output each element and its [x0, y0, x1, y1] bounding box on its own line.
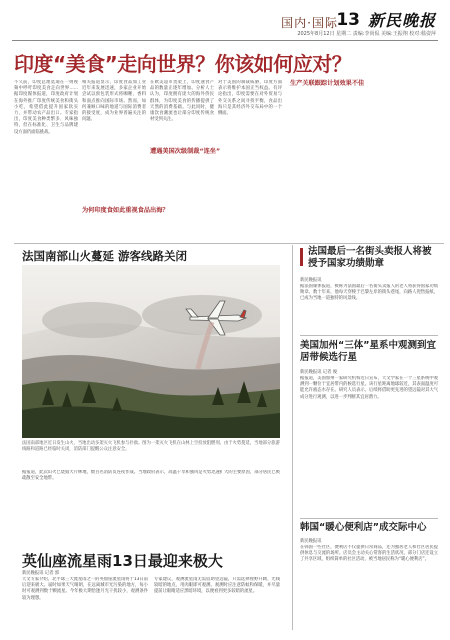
page-header	[0, 0, 450, 42]
lead-subhead-1: 为何印度食如此重视食品出海？	[82, 207, 169, 214]
sidebar-divider-2	[300, 518, 438, 519]
lead-column-2: 相关报道显示，印度食品加工业近年来发展迅速，多家企业开始尝试以预包装形式将咖喱、香料和面点推向国际市场。然而，如何兼顾口味的地道与国际消费者的接受度，成为业界普遍关注的问题。	[82, 80, 146, 123]
sidebar-title-1: 法国最后一名街头卖报人将被授予国家功绩勋章	[308, 246, 432, 269]
page-number: 13	[336, 10, 360, 30]
title-accent-bar	[300, 248, 303, 266]
photo-story-headline: 法国南部山火蔓延 游客线路关闭	[22, 249, 188, 263]
sidebar-body-1: 据法国媒体报道，被称为法国最后一名街头卖报人的老人将获得国家功绩勋章。数十年来，他每天穿梭于巴黎左岸的街头巷尾，向路人兜售报纸，已成为当地一道独特的风景线。	[300, 284, 438, 302]
sidebar-byline-1: 新民晚报讯	[300, 278, 322, 283]
bottom-story-headline: 英仙座流星雨13日最迎来极大	[22, 552, 223, 570]
sidebar-body-3: 在韩国一些社区，便利店不仅提供日常商品，还为独居老人和社区居民提供休息与交流的场所。店员会主动关心常客的生活状况，部分门店还设立了共享区域，组织简单的社区活动，被当地居民称为“暖心便利店”。	[300, 545, 438, 563]
photo-caption: 法国南部地区近日发生山火，当地出动多架灭火飞机参与扑救。图为一架灭火飞机在山林上空投放阻燃剂。由于火势蔓延，当地部分旅游线路和道路已经临时关闭，消防部门提醒公众注意安全。	[22, 441, 280, 452]
sidebar-divider-1	[300, 335, 438, 336]
issue-meta: 2025年8月12日 星期二 责编:李尚侃 美编:王振翔 校对:嵇姿萍	[297, 31, 436, 37]
lead-column-3: 在欧美超市货架上，印度速食产品的数量正逐年增加。分析人士认为，印度拥有庞大的海外侨民群体，为印度美食的传播提供了天然的消费基础。与此同时，健康饮食潮流也让部分印度传统食材受到关注。	[150, 80, 214, 123]
bottom-story-column-1: 天文专家介绍，北半球三大流星雨之一的英仙座流星雨将于13日前后迎来极大。届时如果天气晴朗，在远离城市光污染的地方，每小时可观测到数十颗流星。今年极大期恰逢月光干扰较小，观测条件较为理想。	[22, 577, 148, 601]
sidebar-body-2: 据报道，美国加州一家研究机构近日宣布，天文学家在一个三星系统中观测到一颗位于宜居带内的候选行星。该行星距离地球较近，其表面温度可能允许液态水存在。研究人员表示，后续将借助更先进的望远镜对其大气成分进行观测，以进一步判断其宜居潜力。	[300, 376, 438, 400]
lead-subhead-3: 生产关联跟踪计划效果不佳	[290, 80, 365, 87]
sidebar-byline-2: 新民晚报讯 记者 俊	[300, 370, 338, 375]
sidebar-title-2: 美国加州“三体”星系中观测到宜居带候选行星	[300, 340, 436, 363]
wildfire-photo	[22, 265, 280, 438]
sidebar-byline-3: 新民晚报讯	[300, 539, 322, 544]
lead-subhead-2: 遭遇美国次级制裁“连坐”	[150, 148, 221, 155]
wildfire-illustration	[22, 265, 280, 438]
section-divider	[14, 243, 444, 244]
lead-column-4: 对于美国的制裁威胁，印度方面表示将维护本国正当权益。有评论指出，印度需要在对外贸易与外交关系之间寻找平衡，食品出海只是其经济外交布局中的一个侧面。	[218, 80, 282, 117]
newspaper-logo: 新民晚报	[367, 11, 436, 30]
header-divider	[12, 40, 438, 41]
photo-story-body: 据报道，此次山火已烧毁大片林地，数百名消防员连夜作战。当地政府表示，高温干旱和强风是火势迅速扩大的主要原因，部分居民已被疏散至安全地带。	[22, 470, 280, 482]
bottom-story-byline: 新民晚报讯 记者 郭	[22, 571, 60, 576]
column-divider	[292, 245, 293, 630]
lead-headline: 印度“美食”走向世界？你该如何应对？	[14, 52, 352, 76]
bottom-story-column-2: 专家建议，观测流星雨无需借助望远镜，只需选择视野开阔、光线较暗的地点，用肉眼即可观测。观测时应注意防蚊和保暖，并尽量提前让眼睛适应黑暗环境，以便看到更多较暗的流星。	[154, 577, 280, 595]
lead-column-1: 不久前，印度总理莫迪在一则视频中呼吁印度美食走向世界……据印度媒体报道，印度政府计划在海外推广印度传统美食和街头小吃，希望借此提升国家软实力，并带动农产品出口。专家指出，印度美食种类繁多、风味独特，但在标准化、卫生与品牌建设方面仍面临挑战。	[14, 80, 78, 135]
section-name: 国内·国际	[281, 16, 338, 30]
sidebar-title-3: 韩国“暖心便利店”成交际中心	[300, 522, 427, 533]
